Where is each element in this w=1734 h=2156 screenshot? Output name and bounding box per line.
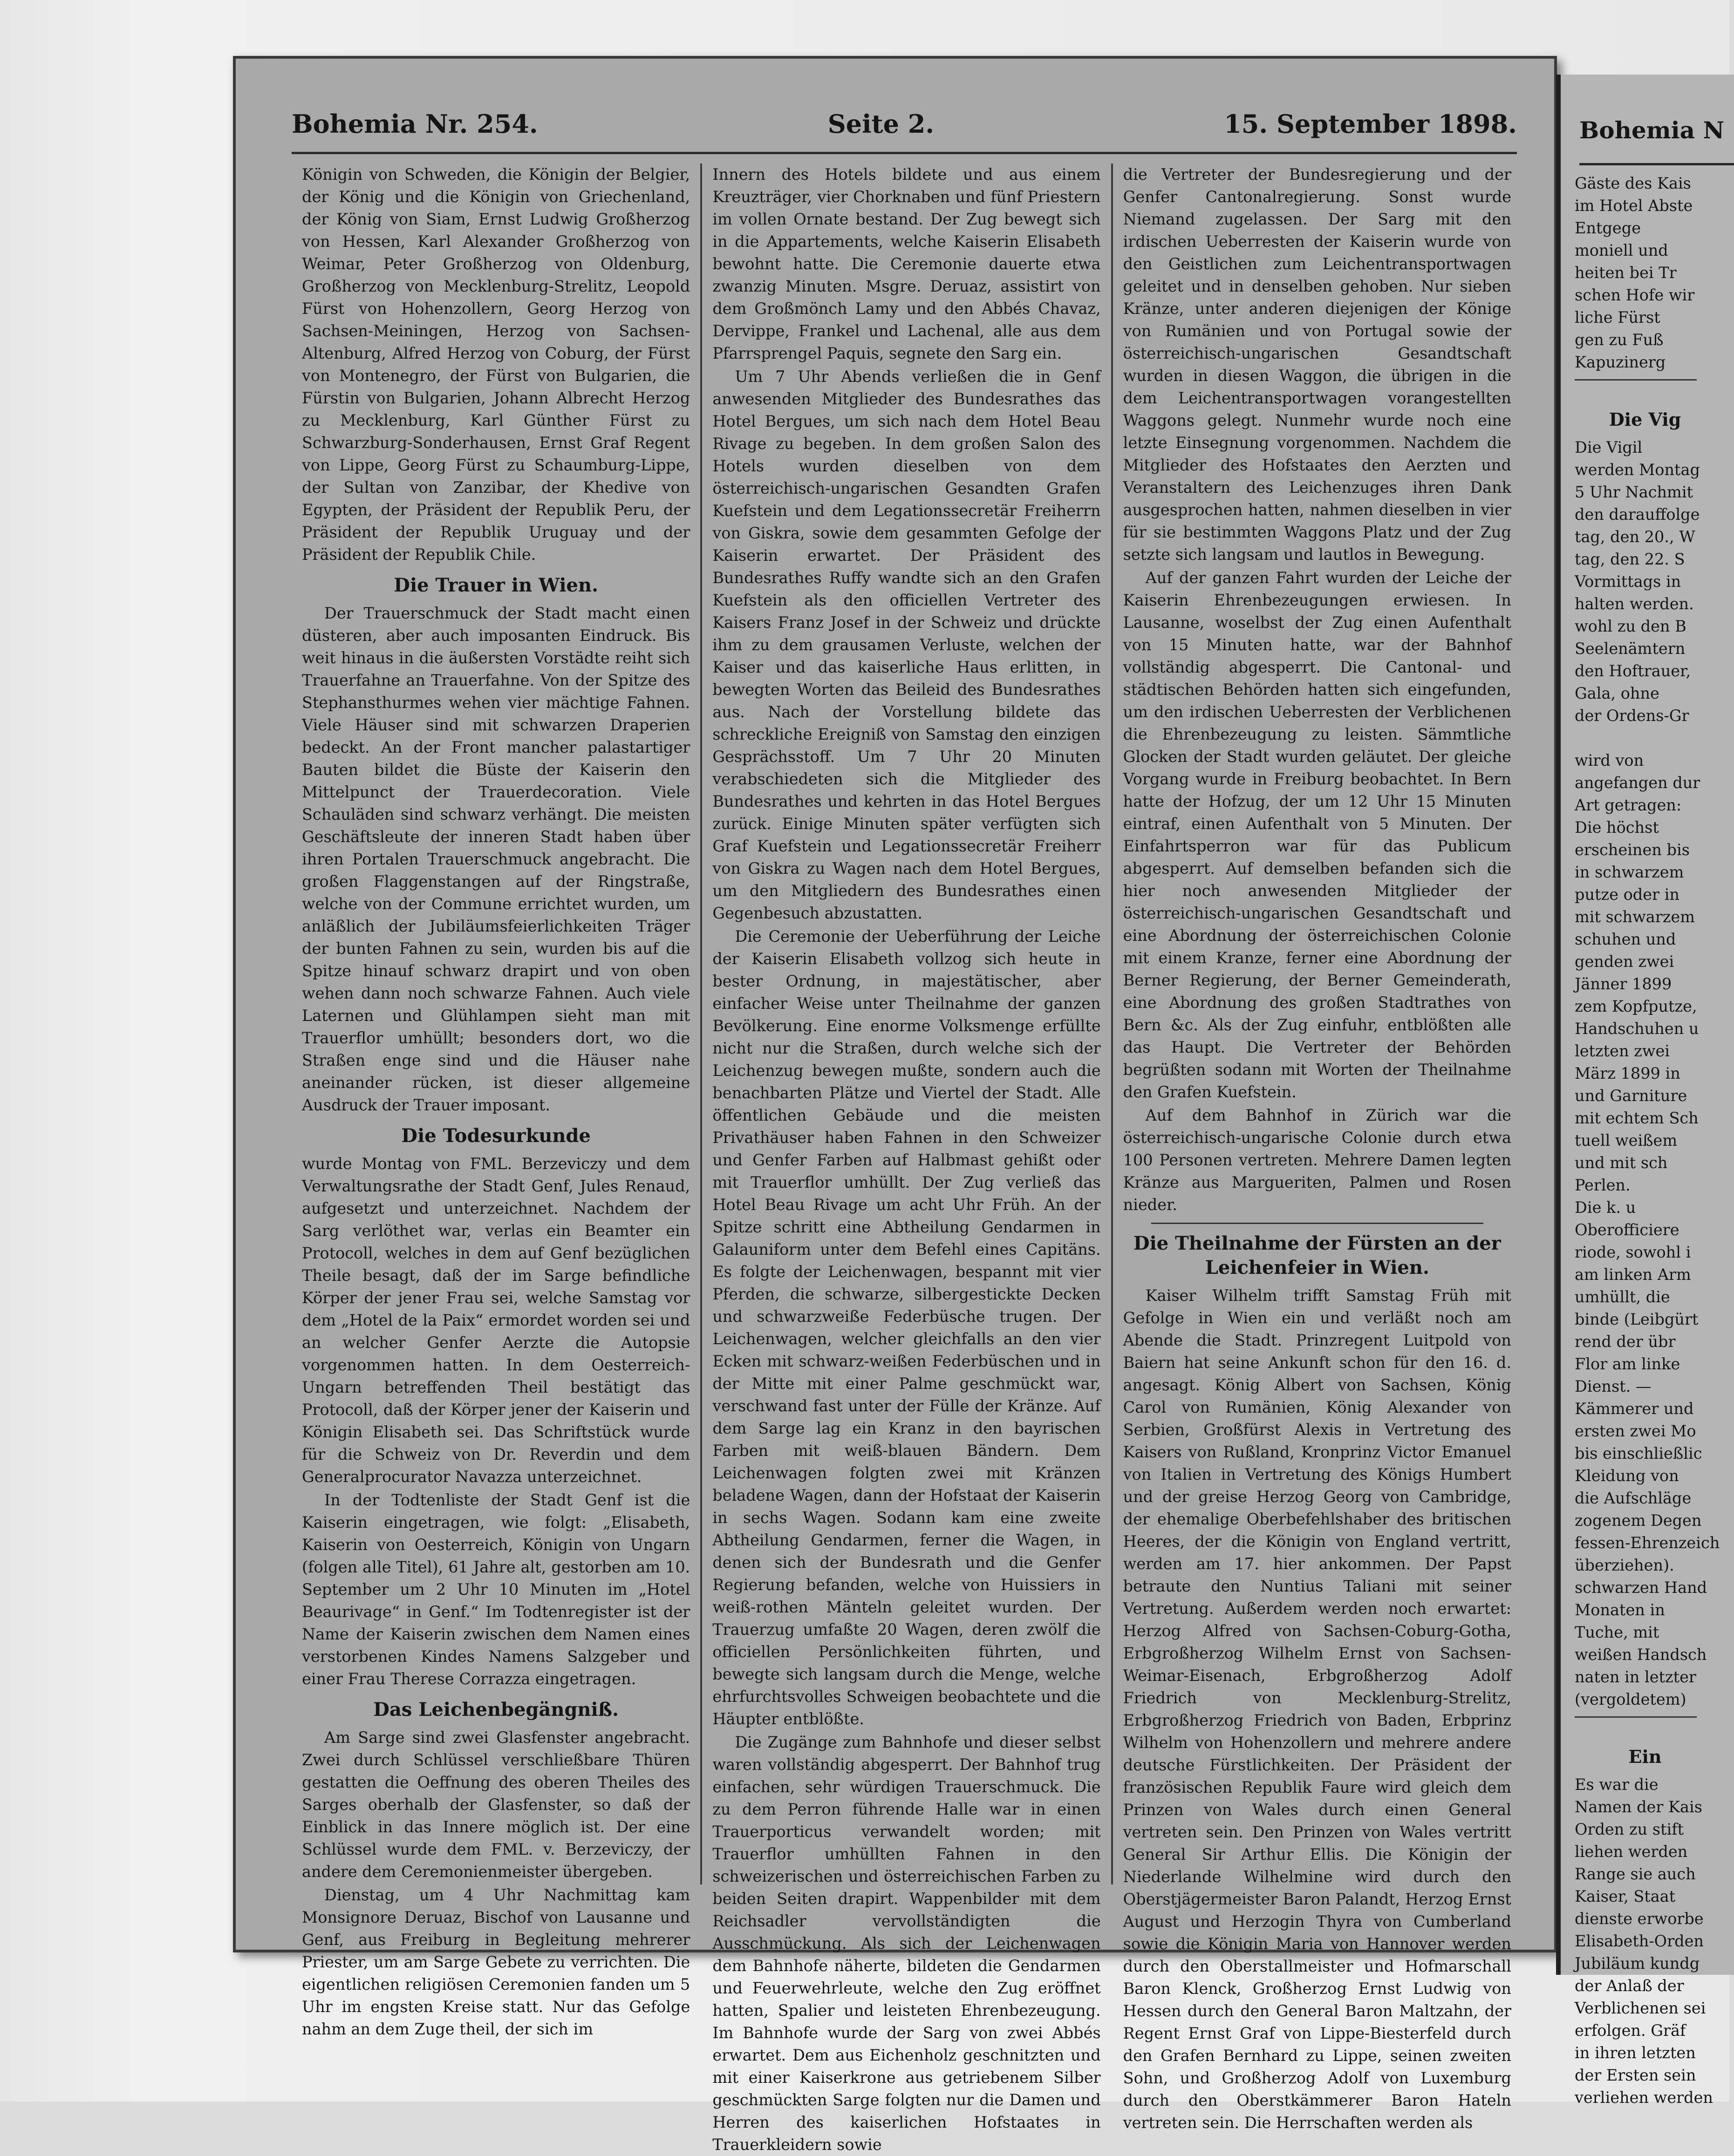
text-line: genden zwei [1575, 952, 1674, 971]
column-1 [292, 163, 702, 2038]
page-header [292, 96, 1517, 154]
text-line: Die Vigil [1575, 438, 1643, 456]
text-line: erscheinen bis [1575, 841, 1690, 859]
text-line: Orden zu stift [1575, 1820, 1684, 1838]
text-line: wohl zu den B [1575, 617, 1686, 635]
text-line: werden Montag [1575, 461, 1700, 479]
text-line: die Aufschläge [1575, 1489, 1692, 1507]
text-line: Die k. u [1575, 1198, 1636, 1217]
text-line: liehen werden [1575, 1843, 1688, 1861]
paragraph: Auf dem Bahnhof in Zürich war die österreichisch-ungarische Colonie durch etwa 100 Personen vertreten. Mehrere Damen legten Kränze aus Margueriten, Palmen und Rosen nieder. [1123, 1106, 1511, 1214]
text-line: Jubiläum kundg [1575, 1954, 1700, 1972]
text-line: Elisabeth-Orden [1575, 1932, 1704, 1950]
text-line: Vormittags in [1575, 572, 1681, 591]
paragraph: Auf der ganzen Fahrt wurden der Leiche der Kaiserin Ehrenbezeugungen erwiesen. In Lausanne, woselbst der Zug einen Aufenthalt von 15 Minuten hatte, war der Bahnhof vollständig abgesperrt. Die Cantonal- und städtischen Behörden hatten sich eingefunden, um den irdischen Ueberresten der Verblichenen die Ehrenbezeugung zu leisten. Sämmtliche Glocken der Stadt wurden geläutet. Der gleiche Vorgang wurde in Freiburg beobachtet. In Bern hatte der Hofzug, der um 12 Uhr 15 Minuten eintraf, einen Aufenthalt von 5 Minuten. Der Einfahrtsperron war für das Publicum abgesperrt. Auf demselben befanden sich die hier noch anwesenden Mitglieder der österreichisch-ungarischen Gesandtschaft und eine Abordnung der österreichischen Colonie mit einem Kranze, ferner eine Abordnung der Berner Regierung, der Berner Gemeinderath, eine Abordnung des großen Stadtrathes von Bern &c. Als der Zug einfuhr, entblößten alle das Haupt. Die Vertreter der Behörden begrüßten sodann mit Worten der Theilnahme den Grafen Kuefstein. [1123, 569, 1511, 1101]
text-line: mit schwarzem [1575, 908, 1695, 926]
text-line: heiten bei Tr [1575, 264, 1677, 282]
paragraph: Die Zugänge zum Bahnhofe und dieser selbst waren vollständig abgesperrt. Der Bahnhof trug einfachen, sehr würdigen Trauerschmuck. Die zu dem Perron führende Halle war in einen Trauerporticus verwandelt worden; mit Trauerflor umhüllten Fahnen in den schweizerischen und österreichischen Farben zu beiden Seiten drapirt. Wappenbilder mit dem Reichsadler vervollständigten die Ausschmückung. Als sich der Leichenwagen dem Bahnhofe näherte, bildeten die Gendarmen und Feuerwehrleute, welche den Zug eröffnet hatten, Spalier und leisteten Ehrenbezeugung. Im Bahnhofe wurde der Sarg von zwei Abbés erwartet. Dem aus Eichenholz geschnitzten und mit einer Kaiserkrone aus getriebenem Silber geschmückten Sarge folgten nur die Damen und Herren des kaiserlichen Hofstaates in Trauerkleidern sowie [712, 1733, 1101, 2154]
paragraph: wurde Montag von FML. Berzeviczy und dem Verwaltungsrathe der Stadt Genf, Jules Renaud, aufgesetzt und unterzeichnet. Nachdem der Sarg verlöthet war, verlas ein Beamter ein Protocoll, welches in dem auf Genf bezüglichen Theile besagt, daß der im Sarge befindliche Körper der jener Frau sei, welche Samstag vor dem „Hotel de la Paix“ ermordet worden sei und an welcher Genfer Aerzte die Autopsie vorgenommen hatten. In dem Oesterreich-Ungarn betreffenden Theil bestätigt das Protocoll, daß der Körper jener der Kaiserin und Königin Elisabeth sei. Das Schriftstück wurde für die Schweiz von Dr. Reverdin und dem Generalprocurator Navazza unterzeichnet. [302, 1155, 690, 1486]
paragraph: In der Todtenliste der Stadt Genf ist die Kaiserin eingetragen, wie folgt: „Elisabeth, Kaiserin von Oesterreich, Königin von Ungarn (folgen alle Titel), 61 Jahre alt, gestorben am 10. September um 2 Uhr 10 Minuten im „Hotel Beaurivage“ in Genf.“ Im Todtenregister ist der Name der Kaiserin zwischen dem Namen eines verstorbenen Kindes Namens Salzgeber und einer Frau Therese Corrazza eingetragen. [302, 1491, 690, 1688]
text-line: Handschuhen u [1575, 1020, 1699, 1038]
text-line: bis einschließlic [1575, 1444, 1702, 1462]
issue-date: 15. September 1898. [1224, 109, 1517, 139]
section-divider [1575, 1716, 1697, 1740]
text-line: zem Kopfputze, [1575, 997, 1697, 1015]
text-line: verliehen werden [1575, 2088, 1714, 2107]
adjacent-page-header: Bohemia N [1579, 116, 1734, 165]
section-heading: Die Theilnahme der Fürsten an der Leichenfeier in Wien. [1133, 1232, 1501, 1279]
paragraph: Am Sarge sind zwei Glasfenster angebracht. Zwei durch Schlüssel verschließbare Thüren gestatten die Oeffnung des oberen Theiles des Sarges oberhalb der Glasfenster, so daß der Einblick in das Innere möglich ist. Der eine Schlüssel wurde dem FML. v. Berzeviczy, der andere dem Ceremonienmeister übergeben. [302, 1728, 690, 1881]
text-line: 5 Uhr Nachmit [1575, 483, 1693, 501]
text-line: weißen Handsch [1575, 1646, 1707, 1664]
text-line: Seelenämtern [1575, 639, 1686, 658]
text-line: Oberofficiere [1575, 1221, 1679, 1239]
paper-name: Bohemia Nr. 254. [292, 109, 538, 139]
text-line: angefangen dur [1575, 774, 1700, 792]
text-line: dienste erworbe [1575, 1910, 1704, 1928]
column-2 [702, 163, 1113, 2154]
section-heading: Das Leichenbegängniß. [373, 1699, 619, 1721]
paragraph: Die Ceremonie der Ueberführung der Leiche der Kaiserin Elisabeth vollzog sich heute in bester Ordnung, in majestätischer, aber einfacher Weise unter Theilnahme der ganzen Bevölkerung. Eine enorme Volksmenge erfüllte nicht nur die Straßen, durch welche sich der Leichenzug bewegen mußte, sondern auch die benachbarten Plätze und Viertel der Stadt. Alle öffentlichen Gebäude und die meisten Privathäuser haben Fahnen in den Schweizer und Genfer Farben auf Halbmast gehißt oder mit Trauerflor umhüllt. Der Zug verließ das Hotel Beau Rivage um acht Uhr Früh. An der Spitze schritt eine Abtheilung Gendarmen in Galauniform unter dem Befehl eines Capitäns. Es folgte der Leichenwagen, bespannt mit vier Pferden, die schwarze, silbergestickte Decken und schwarzweiße Federbüsche trugen. Der Leichenwagen, welcher gleichfalls an den vier Ecken mit schwarz-weißen Federbüschen und in der Mitte mit einer Palme geschmückt war, verschwand fast unter der Fülle der Kränze. Auf dem Sarge lag ein Kranz in den bayrischen Farben mit weiß-blauen Bändern. Dem Leichenwagen folgten zwei mit Kränzen beladene Wagen, dann der Hofstaat der Kaiserin in sechs Wagen. Sodann kam eine zweite Abtheilung Gendarmen, ferner die Wagen, in denen sich der Bundesrath und die Genfer Regierung befanden, welche von Huissiers in weiß-rothen Mänteln geleitet wurden. Der Trauerzug umfaßte 20 Wagen, deren zwölf die officiellen Persönlichkeiten führten, und bewegte sich langsam durch die Menge, welche ehrfurchtsvolles Schweigen beobachtete und die Häupter entblößte. [712, 927, 1101, 1728]
text-line: der Ersten sein [1575, 2066, 1696, 2084]
text-line: überziehen). [1575, 1556, 1674, 1574]
text-line: tag, den 22. S [1575, 550, 1685, 568]
text-line: in ihren letzten [1575, 2044, 1696, 2062]
text-line: Jänner 1899 [1575, 975, 1672, 993]
text-line: letzten zwei [1575, 1042, 1670, 1060]
text-line: Perlen. [1575, 1176, 1631, 1194]
section-heading: Ein [1628, 1746, 1662, 1767]
text-line: tag, den 20., W [1575, 528, 1695, 546]
text-line: tuell weißem [1575, 1131, 1678, 1149]
text-line: zogenem Degen [1575, 1511, 1702, 1530]
text-line: naten in letzter [1575, 1668, 1696, 1686]
text-line: liche Fürst [1575, 308, 1660, 326]
text-line: am linken Arm [1575, 1265, 1691, 1284]
text-line: gen zu Fuß [1575, 331, 1664, 349]
text-line: putze oder in [1575, 885, 1679, 904]
text-line: Kämmerer und [1575, 1400, 1694, 1418]
text-line: der Anlaß der [1575, 1977, 1684, 1995]
text-line: Kaiser, Staat [1575, 1887, 1676, 1905]
section-heading: Die Todesurkunde [401, 1125, 591, 1147]
text-line: ersten zwei Mo [1575, 1422, 1696, 1440]
text-line: und Garniture [1575, 1087, 1687, 1105]
text-line: im Hotel Abste [1575, 197, 1693, 215]
text-line: Kapuzinerg [1575, 353, 1666, 371]
text-line: riode, sowohl i [1575, 1243, 1691, 1261]
text-line: Namen der Kais [1575, 1798, 1702, 1816]
text-line: schen Hofe wir [1575, 286, 1695, 304]
section-heading: Die Trauer in Wien. [394, 574, 599, 596]
text-line: schwarzen Hand [1575, 1578, 1707, 1597]
text-line: fessen-Ehrenzeich [1575, 1534, 1720, 1552]
text-line: moniell und [1575, 241, 1668, 259]
text-line: umhüllt, die [1575, 1288, 1670, 1306]
text-line: Dienst. — [1575, 1377, 1652, 1395]
paragraph: Dienstag, um 4 Uhr Nachmittag kam Monsignore Deruaz, Bischof von Lausanne und Genf, aus Freiburg in Begleitung mehrerer Priester, um am Sarge Gebete zu verrichten. Die eigentlichen religiösen Ceremonien fanden um 5 Uhr im engsten Kreise statt. Nur das Gefolge nahm an dem Zuge theil, der sich im [302, 1886, 690, 2038]
text-line: Gala, ohne [1575, 684, 1659, 702]
text-line: binde (Leibgürt [1575, 1310, 1699, 1328]
text-line: den darauffolge [1575, 505, 1700, 524]
text-line: in schwarzem [1575, 863, 1684, 881]
text-line: Gäste des Kais [1575, 174, 1691, 192]
text-line: schuhen und [1575, 930, 1676, 948]
section-divider [1575, 379, 1697, 403]
paragraph: Innern des Hotels bildete und aus einem Kreuzträger, vier Chorknaben und fünf Priestern im vollen Ornate bestand. Der Zug bewegt sich in die Appartements, welche Kaiserin Elisabeth bewohnt hatte. Die Ceremonie dauerte etwa zwanzig Minuten. Msgre. Deruaz, assistirt von dem Großmönch Lamy und den Abbés Chavaz, Dervippe, Frankel und Lachenal, alle aus dem Pfarrsprengel Paquis, segnete den Sarg ein. [712, 165, 1101, 362]
text-line: Art getragen: [1575, 796, 1682, 814]
page-number: Seite 2. [827, 109, 935, 139]
text-line: rend der übr [1575, 1333, 1676, 1351]
text-line: Verblichenen sei [1575, 1999, 1706, 2017]
adjacent-page [1556, 75, 1734, 2107]
text-line: Entgege [1575, 219, 1641, 237]
section-divider [1151, 1223, 1483, 1224]
newspaper-page [233, 56, 1557, 2154]
paragraph: Kaiser Wilhelm trifft Samstag Früh mit Gefolge in Wien ein und verläßt noch am Abende die Stadt. Prinzregent Luitpold von Baiern hat seine Ankunft schon für den 16. d. angesagt. König Albert von Sachsen, König Carol von Rumänien, König Alexander von Serbien, Großfürst Alexis in Vertretung des Kaisers von Rußland, Kronprinz Victor Emanuel von Italien in Vertretung des Königs Humbert und der greise Herzog Georg von Cambridge, der ehemalige Oberbefehlshaber des britischen Heeres, der die Königin von England vertritt, werden am 17. hier ankommen. Der Papst betraute den Nuntius Taliani mit seiner Vertretung. Außerdem werden noch erwartet: Herzog Alfred von Sachsen-Coburg-Gotha, Erbgroßherzog Wilhelm Ernst von Sachsen-Weimar-Eisenach, Erbgroßherzog Adolf Friedrich von Mecklenburg-Strelitz, Erbgroßherzog Friedrich von Baden, Erbprinz Wilhelm von Hohenzollern und mehrere andere deutsche Fürstlichkeiten. Der Präsident der französischen Republik Faure wird gleich dem Prinzen von Wales durch einen General vertreten sein. Den Prinzen von Wales vertritt General Sir Arthur Ellis. Die Königin der Niederlande Wilhelmine wird durch den Oberstjägermeister Baron Palandt, Herzog Ernst August und Herzogin Thyra von Cumberland sowie die Königin Maria von Hannover werden durch den Oberstallmeister und Hofmarschall Baron Klenck, Großherzog Ernst Ludwig von Hessen durch den General Baron Maltzahn, der Regent Ernst Graf von Lippe-Biesterfeld durch den Grafen Bernhard zu Lippe, seinen zweiten Sohn, und Großherzog Adolf von Luxemburg durch den Oberstkämmerer Baron Hateln vertreten sein. Die Herrschaften werden als [1123, 1286, 1511, 2132]
section-heading: Die Vig [1609, 409, 1681, 430]
text-line: mit echtem Sch [1575, 1109, 1699, 1127]
paragraph: Königin von Schweden, die Königin der Belgier, der König und die Königin von Griechenland, der König von Siam, Ernst Ludwig Großherzog von Hessen, Karl Alexander Großherzog von Weimar, Peter Großherzog von Oldenburg, Großherzog von Mecklenburg-Strelitz, Leopold Fürst von Hohenzollern, Georg Herzog von Sachsen-Meiningen, Herzog von Sachsen-Altenburg, Alfred Herzog von Coburg, der Fürst von Montenegro, der Fürst von Bulgarien, die Fürstin von Bulgarien, Johann Albrecht Herzog zu Mecklenburg, Karl Günther Fürst zu Schwarzburg-Sonderhausen, Ernst Graf Regent von Lippe, Georg Fürst zu Schaumburg-Lippe, der Sultan von Zanzibar, der Khedive von Egypten, der Präsident der Republik Peru, der Präsident der Republik Uruguay und der Präsident der Republik Chile. [302, 165, 690, 564]
text-line: Range sie auch [1575, 1865, 1696, 1883]
text-line: März 1899 in [1575, 1064, 1680, 1082]
paragraph: die Vertreter der Bundesregierung und der Genfer Cantonalregierung. Sonst wurde Niemand zugelassen. Der Sarg mit den irdischen Ueberresten der Kaiserin wurde von den Geistlichen zum Leichentransportwagen geleitet und in denselben gehoben. Nur sieben Kränze, unter anderen diejenigen der Könige von Rumänien und von Portugal sowie der österreichisch-ungarischen Gesandtschaft wurden in diesen Waggon, die übrigen in die dem Leichentransportwagen vorangestellten Waggons gelegt. Nunmehr wurde noch eine letzte Einsegnung vorgenommen. Nachdem die Mitglieder des Hofstaates den Aerzten und Veranstaltern des Leichenzuges ihren Dank ausgesprochen hatten, nahmen dieselben in vier für sie bestimmten Waggons Platz und der Zug setzte sich langsam und lautlos in Bewegung. [1123, 165, 1511, 564]
text-line: Die höchst [1575, 818, 1659, 837]
text-line: Tuche, mit [1575, 1623, 1659, 1641]
spacer [1575, 727, 1734, 749]
text-line: halten werden. [1575, 595, 1694, 613]
text-line: Es war die [1575, 1775, 1659, 1794]
article-columns [292, 163, 1522, 2154]
text-line: der Ordens-Gr [1575, 707, 1689, 725]
text-line: (vergoldetem) [1575, 1690, 1686, 1708]
text-line: Monaten in [1575, 1601, 1665, 1619]
text-line: erfolgen. Gräf [1575, 2021, 1686, 2040]
text-line: und mit sch [1575, 1154, 1668, 1172]
paragraph: Um 7 Uhr Abends verließen die in Genf anwesenden Mitglieder des Bundesrathes das Hotel Bergues, um sich nach dem Hotel Beau Rivage zu begeben. In dem großen Salon des Hotels wurden dieselben von dem österreichisch-ungarischen Gesandten Grafen Kuefstein und dem Legationssecretär Freiherrn von Giskra, sowie dem gesammten Gefolge der Kaiserin erwartet. Der Präsident des Bundesrathes Ruffy wandte sich an den Grafen Kuefstein als den officiellen Vertreter des Kaisers Franz Josef in der Schweiz und drückte ihm zu dem grausamen Verluste, welchen der Kaiser und das kaiserliche Haus erlitten, in bewegten Worten das Beileid des Bundesrathes aus. Nach der Vorstellung bildete das schreckliche Ereigniß von Samstag den einzigen Gesprächsstoff. Um 7 Uhr 20 Minuten verabschiedeten sich die Mitglieder des Bundesrathes und kehrten in das Hotel Bergues zurück. Einige Minuten später verfügten sich Graf Kuefstein und Legationssecretär Freiherr von Giskra zu Wagen nach dem Hotel Bergues, um den Mitgliedern des Bundesrathes einen Gegenbesuch abzustatten. [712, 367, 1101, 922]
paragraph: Der Trauerschmuck der Stadt macht einen düsteren, aber auch imposanten Eindruck. Bis weit hinaus in die äußersten Vorstädte reiht sich Trauerfahne an Trauerfahne. Von der Spitze des Stephansthurmes wehen vier mächtige Fahnen. Viele Häuser sind mit schwarzen Draperien bedeckt. An der Front mancher palastartiger Bauten bildet die Büste der Kaiserin den Mittelpunct der Trauerdecoration. Viele Schauläden sind schwarz verhängt. Die meisten Geschäftsleute der inneren Stadt haben über ihren Portalen Trauerschmuck angebracht. Die großen Flaggenstangen auf der Ringstraße, welche von der Commune errichtet wurden, um anläßlich der Jubiläumsfeierlichkeiten Träger der bunten Fahnen zu sein, wurden bis auf die Spitze hinauf schwarz drapirt und von oben wehen dann noch schwarze Fahnen. Auch viele Laternen und Glühlampen sieht man mit Trauerflor umhüllt; besonders dort, wo die Straßen enge sind und die Häuser nahe aneinander rücken, ist dieser allgemeine Ausdruck der Trauer imposant. [302, 604, 690, 1114]
text-line: wird von [1575, 751, 1644, 769]
adjacent-page-column [1575, 172, 1734, 2107]
text-line: Flor am linke [1575, 1355, 1680, 1373]
text-line: Kleidung von [1575, 1467, 1679, 1485]
column-3 [1113, 163, 1522, 2132]
text-line: den Hoftrauer, [1575, 662, 1691, 680]
